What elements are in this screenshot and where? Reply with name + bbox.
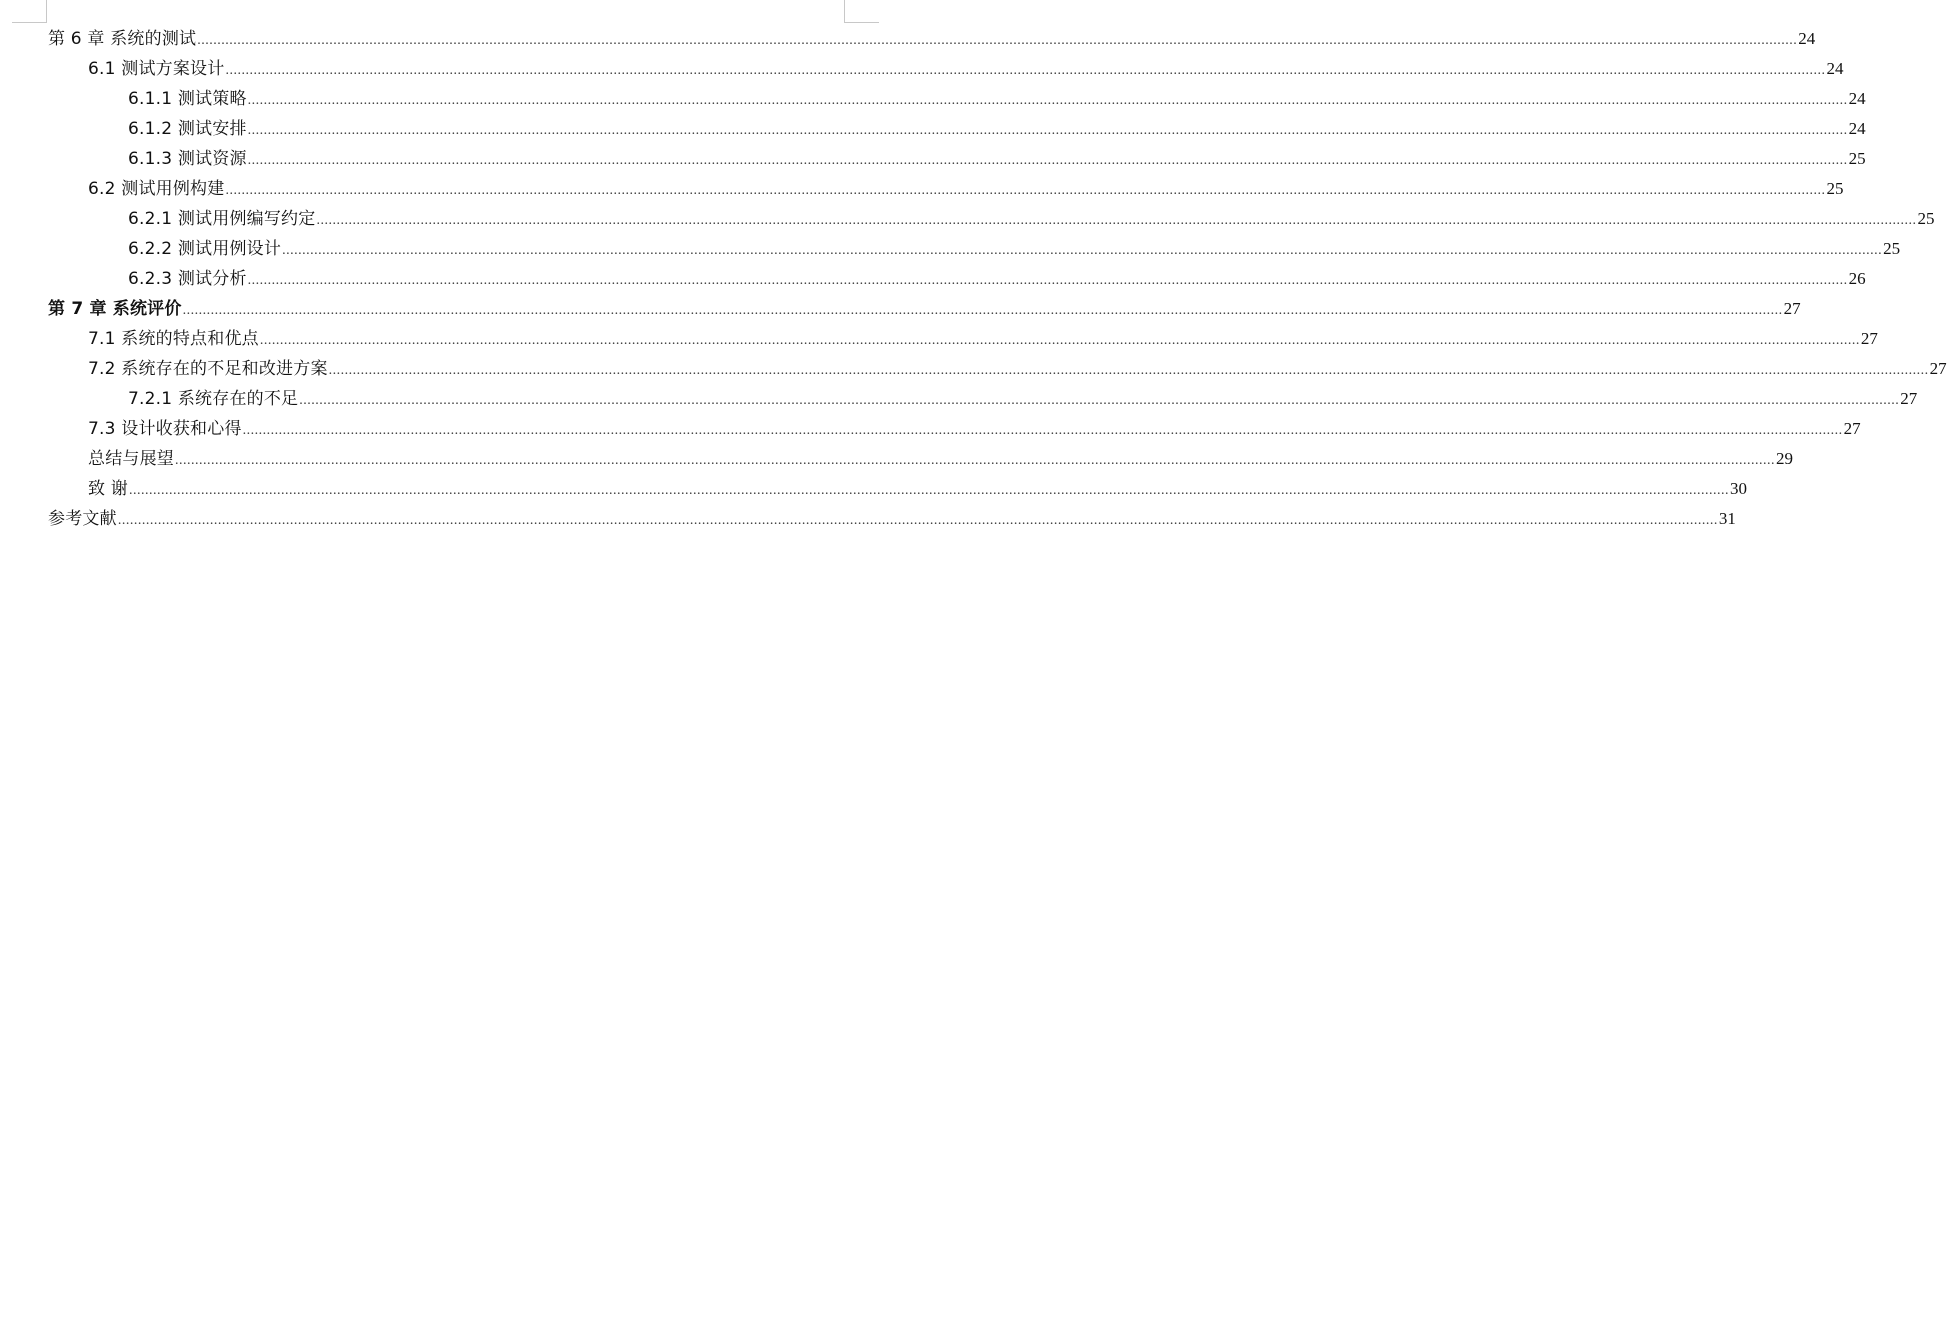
toc-dot-leader: ................................................................................................................................................................................................................................................................................................................................................................................................................ — [225, 63, 1826, 78]
toc-page-number: 27 — [1783, 299, 1801, 318]
toc-dot-leader: ................................................................................................................................................................................................................................................................................................................................................................................................................ — [259, 333, 1860, 348]
toc-entry-title: 6.2.3 测试分析 — [128, 269, 247, 289]
toc-entry-title: 6.1.3 测试资源 — [128, 149, 247, 169]
table-of-contents — [48, 24, 1947, 534]
toc-entry[interactable] — [48, 474, 1748, 504]
toc-dot-leader: ................................................................................................................................................................................................................................................................................................................................................................................................................ — [316, 213, 1917, 228]
toc-dot-leader: ................................................................................................................................................................................................................................................................................................................................................................................................................ — [299, 393, 1900, 408]
toc-page-number: 31 — [1718, 509, 1736, 528]
toc-dot-leader: ................................................................................................................................................................................................................................................................................................................................................................................................................ — [225, 183, 1826, 198]
toc-page-number: 27 — [1843, 419, 1861, 438]
toc-entry-title: 7.2.1 系统存在的不足 — [128, 389, 299, 409]
toc-dot-leader: ................................................................................................................................................................................................................................................................................................................................................................................................................ — [197, 33, 1798, 48]
toc-entry[interactable] — [48, 384, 1918, 414]
toc-dot-leader: ................................................................................................................................................................................................................................................................................................................................................................................................................ — [129, 483, 1730, 498]
toc-page-number: 25 — [1917, 209, 1935, 228]
toc-entry[interactable] — [48, 234, 1901, 264]
toc-entry-title: 6.2.1 测试用例编写约定 — [128, 209, 316, 229]
toc-dot-leader: ................................................................................................................................................................................................................................................................................................................................................................................................................ — [182, 303, 1783, 318]
toc-page-number: 25 — [1826, 179, 1844, 198]
toc-page-number: 24 — [1826, 59, 1844, 78]
toc-entry[interactable] — [48, 504, 1736, 534]
toc-page-number: 26 — [1848, 269, 1866, 288]
toc-entry[interactable] — [48, 174, 1844, 204]
toc-entry-title: 7.1 系统的特点和优点 — [88, 329, 259, 349]
toc-page-number: 30 — [1730, 479, 1748, 498]
toc-dot-leader: ................................................................................................................................................................................................................................................................................................................................................................................................................ — [247, 93, 1848, 108]
toc-entry-title: 6.2.2 测试用例设计 — [128, 239, 282, 259]
toc-dot-leader: ................................................................................................................................................................................................................................................................................................................................................................................................................ — [242, 423, 1843, 438]
toc-entry[interactable] — [48, 114, 1866, 144]
toc-entry-title: 第 7 章 系统评价 — [48, 299, 182, 319]
toc-page-number: 29 — [1776, 449, 1793, 468]
toc-page-number: 25 — [1848, 149, 1866, 168]
toc-dot-leader: ................................................................................................................................................................................................................................................................................................................................................................................................................ — [117, 513, 1718, 528]
toc-entry[interactable] — [48, 84, 1866, 114]
toc-entry[interactable] — [48, 204, 1935, 234]
toc-entry[interactable] — [48, 324, 1878, 354]
toc-entry-title: 6.1 测试方案设计 — [88, 59, 225, 79]
toc-entry-title: 7.3 设计收获和心得 — [88, 419, 242, 439]
toc-page-number: 24 — [1848, 119, 1866, 138]
toc-entry-title: 第 6 章 系统的测试 — [48, 29, 197, 49]
toc-dot-leader: ................................................................................................................................................................................................................................................................................................................................................................................................................ — [247, 153, 1848, 168]
toc-entry-title: 总结与展望 — [88, 449, 174, 469]
toc-page-number: 27 — [1929, 359, 1947, 378]
toc-entry[interactable] — [48, 24, 1816, 54]
toc-entry-title: 参考文献 — [48, 509, 117, 529]
toc-entry-title: 7.2 系统存在的不足和改进方案 — [88, 359, 328, 379]
toc-entry[interactable] — [48, 264, 1866, 294]
toc-dot-leader: ................................................................................................................................................................................................................................................................................................................................................................................................................ — [328, 363, 1929, 378]
toc-entry-title: 6.1.1 测试策略 — [128, 89, 247, 109]
toc-entry[interactable] — [48, 54, 1844, 84]
toc-dot-leader: ................................................................................................................................................................................................................................................................................................................................................................................................................ — [247, 123, 1848, 138]
toc-entry-title: 6.1.2 测试安排 — [128, 119, 247, 139]
toc-entry[interactable] — [48, 294, 1801, 324]
toc-entry[interactable] — [48, 414, 1861, 444]
toc-entry-title: 致 谢 — [88, 479, 129, 499]
toc-dot-leader: ................................................................................................................................................................................................................................................................................................................................................................................................................ — [282, 243, 1883, 258]
page-corner-mark-right — [844, 0, 879, 23]
toc-entry[interactable] — [48, 144, 1866, 174]
toc-page-number: 27 — [1900, 389, 1918, 408]
toc-dot-leader: ................................................................................................................................................................................................................................................................................................................................................................................................................ — [175, 453, 1775, 468]
toc-entry[interactable] — [48, 444, 1793, 474]
toc-page-number: 27 — [1860, 329, 1878, 348]
page-corner-mark-left — [12, 0, 47, 23]
toc-page-number: 24 — [1848, 89, 1866, 108]
toc-dot-leader: ................................................................................................................................................................................................................................................................................................................................................................................................................ — [247, 273, 1848, 288]
toc-page-number: 24 — [1798, 29, 1816, 48]
toc-entry-title: 6.2 测试用例构建 — [88, 179, 225, 199]
toc-entry[interactable] — [48, 354, 1947, 384]
toc-page-number: 25 — [1883, 239, 1901, 258]
